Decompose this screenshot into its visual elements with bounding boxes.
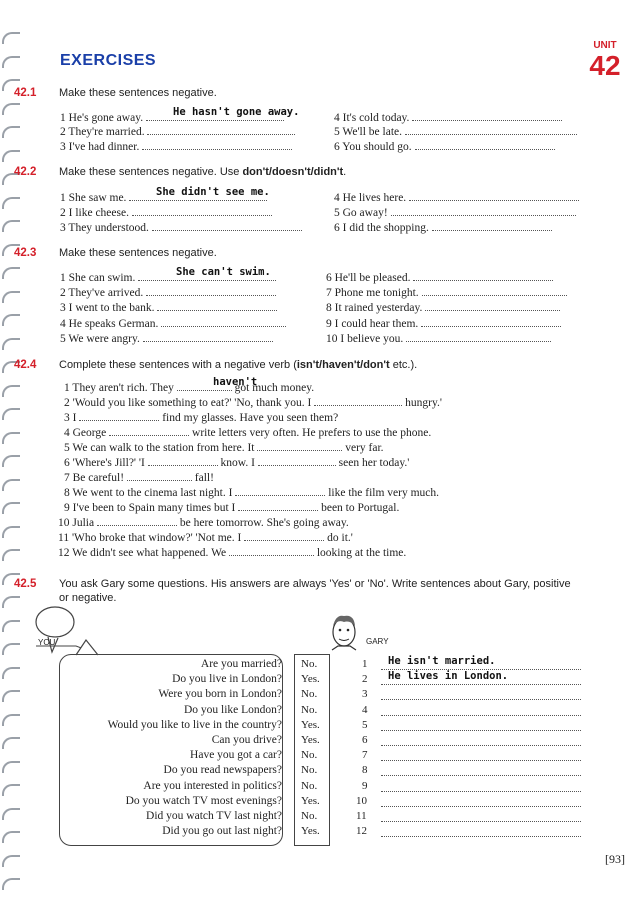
exercise-item — [326, 285, 567, 300]
spiral-ring — [2, 150, 20, 162]
sentence-text: We didn't see what happened. We — [72, 547, 229, 559]
answer-blank[interactable] — [412, 110, 562, 121]
answer-blank[interactable] — [235, 485, 325, 496]
spiral-ring — [2, 197, 20, 209]
handwritten-answer: haven't — [213, 376, 258, 388]
exercise-item — [60, 220, 302, 235]
answer-blank[interactable] — [381, 699, 581, 700]
sentence-text: I believe you. — [340, 333, 404, 345]
question-text: Are you married? — [200, 658, 282, 670]
item-number: 6 — [64, 457, 70, 469]
exercise-instruction-cont: or negative. — [59, 592, 117, 604]
item-number: 1 — [64, 382, 70, 394]
sentence-line — [58, 515, 349, 530]
item-number: 12 — [58, 547, 70, 559]
answer-blank[interactable] — [314, 395, 402, 406]
answer-blank[interactable] — [152, 220, 302, 231]
sentence-line — [64, 380, 314, 395]
handwritten-answer: She didn't see me. — [156, 186, 270, 198]
sentence-text: I could hear them. — [334, 318, 419, 330]
sentence-text: write letters very often. He prefers to use the phone. — [192, 427, 432, 439]
exercise-item — [60, 124, 295, 139]
exercise-item — [334, 205, 576, 220]
item-number: 6 — [334, 141, 340, 153]
exercise-instruction: Make these sentences negative. — [59, 247, 217, 259]
item-number: 4 — [362, 703, 368, 716]
exercise-item — [60, 331, 273, 346]
answer-blank[interactable] — [421, 316, 561, 327]
yes-no-answer: No. — [301, 810, 318, 822]
item-number: 11 — [58, 532, 70, 544]
sentence-line — [58, 545, 406, 560]
yes-no-answer: No. — [301, 749, 318, 762]
item-number: 10 — [58, 517, 70, 529]
answer-blank[interactable] — [132, 205, 272, 216]
spiral-ring — [2, 291, 20, 303]
handwritten-answer: He isn't married. — [388, 655, 496, 667]
question-text: Do you live in London? — [172, 673, 282, 686]
page-title: EXERCISES — [60, 52, 157, 69]
item-number: 3 — [60, 302, 66, 314]
sentence-text: fall! — [194, 472, 214, 484]
sentence-line — [64, 485, 439, 500]
yes-no-answer: Yes. — [301, 718, 320, 731]
gary-face-icon — [326, 610, 362, 656]
sentence-line — [64, 470, 214, 485]
sentence-text: We'll be late. — [342, 126, 402, 138]
sentence-line — [58, 530, 353, 545]
item-number: 7 — [326, 287, 332, 299]
item-number: 8 — [362, 764, 368, 777]
answer-blank[interactable] — [409, 190, 579, 201]
spiral-ring — [2, 432, 20, 444]
exercise-number: 42.1 — [14, 87, 37, 99]
exercise-item — [334, 190, 579, 205]
exercise-item — [326, 316, 561, 331]
spiral-ring — [2, 808, 20, 820]
answer-blank[interactable] — [432, 220, 552, 231]
spiral-ring — [2, 761, 20, 773]
sentence-text: I like cheese. — [68, 207, 129, 219]
sentence-text: I went to the bank. — [68, 302, 155, 314]
handwritten-answer: He lives in London. — [388, 670, 509, 683]
answer-blank[interactable] — [147, 124, 295, 135]
question-text: Have you got a car? — [190, 749, 282, 762]
spiral-ring — [2, 690, 20, 702]
item-number: 10 — [356, 794, 367, 807]
sentence-text: very far. — [345, 442, 384, 454]
sentence-line — [64, 440, 384, 455]
spiral-ring — [2, 620, 20, 632]
answer-blank[interactable] — [97, 515, 177, 526]
spiral-ring — [2, 643, 20, 655]
question-text: Do you watch TV most evenings? — [125, 794, 282, 807]
exercise-number: 42.2 — [14, 166, 37, 178]
yes-no-answer: Yes. — [301, 734, 320, 746]
sentence-text: I did the shopping. — [342, 222, 429, 234]
answer-blank[interactable] — [381, 836, 581, 837]
item-number: 3 — [60, 141, 66, 153]
spiral-ring — [2, 126, 20, 138]
sentence-text: They've arrived. — [68, 287, 144, 299]
spiral-ring — [2, 878, 20, 890]
sentence-text: It rained yesterday. — [334, 302, 423, 314]
item-number: 5 — [362, 718, 368, 731]
item-number: 11 — [356, 810, 367, 822]
answer-blank[interactable] — [257, 440, 342, 451]
sentence-text: He speaks German. — [68, 318, 159, 330]
sentence-text: Phone me tonight. — [334, 287, 419, 299]
sentence-text: got much money. — [234, 382, 315, 394]
item-number: 5 — [64, 442, 70, 454]
item-number: 5 — [334, 126, 340, 138]
item-number: 4 — [60, 318, 66, 330]
spiral-ring — [2, 714, 20, 726]
answer-blank[interactable] — [422, 285, 567, 296]
yes-no-answer: No. — [301, 703, 318, 716]
sentence-text: 'Would you like something to eat?' 'No, thank you. I — [72, 397, 315, 409]
item-number: 8 — [326, 302, 332, 314]
spiral-ring — [2, 549, 20, 561]
sentence-text: I've had dinner. — [68, 141, 140, 153]
yes-no-answer: No. — [301, 779, 318, 792]
sentence-text: We were angry. — [68, 333, 140, 345]
answer-blank[interactable] — [381, 775, 581, 776]
exercise-item — [326, 270, 553, 285]
sentence-text: Julia — [72, 517, 97, 529]
item-number: 2 — [60, 126, 66, 138]
answer-blank[interactable] — [381, 730, 581, 731]
answer-blank[interactable] — [229, 545, 314, 556]
item-number: 7 — [64, 472, 70, 484]
exercise-instruction: Make these sentences negative. Use don't/doesn't/didn't. — [59, 166, 347, 178]
spiral-ring — [2, 32, 20, 44]
sentence-line — [64, 410, 338, 425]
sentence-text: like the film very much. — [328, 487, 440, 499]
sentence-text: He lives here. — [342, 192, 407, 204]
answer-blank[interactable] — [244, 530, 324, 541]
item-number: 5 — [60, 333, 66, 345]
answer-blank[interactable] — [161, 316, 286, 327]
exercise-number: 42.3 — [14, 247, 37, 259]
item-number: 6 — [362, 734, 368, 746]
answer-blank[interactable] — [381, 806, 581, 807]
spiral-ring — [2, 385, 20, 397]
spiral-ring — [2, 56, 20, 68]
answer-blank[interactable] — [381, 821, 581, 822]
item-number: 4 — [334, 192, 340, 204]
unit-number: 42 — [589, 50, 621, 81]
spiral-ring — [2, 526, 20, 538]
item-number: 2 — [64, 397, 70, 409]
item-number: 8 — [64, 487, 70, 499]
spiral-ring — [2, 103, 20, 115]
answer-blank[interactable] — [157, 300, 277, 311]
page-number: [93] — [605, 852, 625, 866]
sentence-text: hungry.' — [405, 397, 442, 409]
sentence-text: looking at the time. — [316, 547, 407, 559]
question-text: Are you interested in politics? — [143, 779, 282, 792]
sentence-text: Go away! — [342, 207, 388, 219]
item-number: 1 — [60, 192, 66, 204]
you-label: YOU — [38, 638, 56, 647]
item-number: 9 — [326, 318, 332, 330]
item-number: 3 — [362, 688, 368, 701]
sentence-text: do it.' — [327, 532, 353, 544]
sentence-text: find my glasses. Have you seen them? — [162, 412, 339, 424]
yes-no-answer: Yes. — [301, 673, 320, 686]
answer-blank[interactable] — [258, 455, 336, 466]
answer-blank[interactable] — [425, 300, 560, 311]
sentence-line — [64, 455, 409, 470]
sentence-line — [64, 425, 431, 440]
answer-blank[interactable] — [413, 270, 553, 281]
spiral-ring — [2, 831, 20, 843]
exercise-item — [334, 124, 577, 139]
exercise-item — [326, 331, 551, 346]
question-text: Do you read newspapers? — [163, 764, 282, 777]
sentence-text: 'Who broke that window?' 'Not me. I — [71, 532, 245, 544]
yes-no-answer: Yes. — [301, 825, 320, 838]
item-number: 12 — [356, 825, 367, 838]
item-number: 1 — [60, 112, 66, 124]
sentence-text: I — [72, 412, 80, 424]
spiral-ring — [2, 479, 20, 491]
exercise-item — [334, 139, 555, 154]
item-number: 4 — [64, 427, 70, 439]
question-text: Did you watch TV last night? — [146, 810, 282, 822]
sentence-text: Be careful! — [72, 472, 127, 484]
exercise-item — [60, 139, 292, 154]
item-number: 3 — [60, 222, 66, 234]
sentence-text: We went to the cinema last night. I — [72, 487, 236, 499]
spiral-ring — [2, 455, 20, 467]
spiral-ring — [2, 267, 20, 279]
question-text: Can you drive? — [211, 734, 282, 746]
answer-blank[interactable] — [381, 684, 581, 685]
sentence-text: seen her today.' — [338, 457, 410, 469]
question-text: Did you go out last night? — [162, 825, 282, 838]
sentence-text: I've been to Spain many times but I — [72, 502, 239, 514]
sentence-line — [64, 395, 442, 410]
answer-blank[interactable] — [381, 745, 581, 746]
question-text: Were you born in London? — [158, 688, 282, 701]
exercise-instruction: Complete these sentences with a negative verb (isn't/haven't/don't etc.). — [59, 359, 418, 371]
item-number: 9 — [362, 779, 368, 792]
answer-blank[interactable] — [79, 410, 159, 421]
sentence-line — [64, 500, 399, 515]
spiral-ring — [2, 784, 20, 796]
spiral-ring — [2, 502, 20, 514]
sentence-text: They understood. — [68, 222, 149, 234]
item-number: 2 — [60, 287, 66, 299]
question-text: Would you like to live in the country? — [107, 718, 282, 731]
item-number: 4 — [334, 112, 340, 124]
sentence-text: know. I — [220, 457, 258, 469]
exercise-item — [326, 300, 560, 315]
item-number: 5 — [334, 207, 340, 219]
exercise-item — [334, 220, 552, 235]
item-number: 6 — [326, 272, 332, 284]
exercise-item — [60, 285, 276, 300]
item-number: 6 — [334, 222, 340, 234]
answer-blank[interactable] — [415, 139, 555, 150]
sentence-text: been to Portugal. — [321, 502, 400, 514]
answer-blank[interactable] — [391, 205, 576, 216]
unit-label: UNIT — [593, 40, 617, 51]
item-number: 3 — [64, 412, 70, 424]
item-number: 2 — [60, 207, 66, 219]
spiral-ring — [2, 855, 20, 867]
item-number: 9 — [64, 502, 70, 514]
answer-blank[interactable] — [109, 425, 189, 436]
sentence-text: They're married. — [68, 126, 145, 138]
spiral-ring — [2, 220, 20, 232]
answer-blank[interactable] — [381, 791, 581, 792]
exercise-number: 42.5 — [14, 578, 37, 590]
sentence-text: You should go. — [342, 141, 412, 153]
sentence-text: They aren't rich. They — [72, 382, 177, 394]
sentence-text: 'Where's Jill?' 'I — [72, 457, 148, 469]
answer-blank[interactable] — [381, 715, 581, 716]
sentence-text: It's cold today. — [342, 112, 410, 124]
question-text: Do you like London? — [183, 703, 282, 716]
sentence-text: be here tomorrow. She's going away. — [179, 517, 349, 529]
answer-blank[interactable] — [405, 124, 577, 135]
spiral-ring — [2, 667, 20, 679]
exercise-number: 42.4 — [14, 359, 37, 371]
sentence-text: She can swim. — [68, 272, 136, 284]
answer-blank[interactable] — [142, 139, 292, 150]
spiral-ring — [2, 408, 20, 420]
exercise-instruction: You ask Gary some questions. His answers are always 'Yes' or 'No'. Write sentences about Gary, positive — [59, 578, 571, 590]
answer-blank[interactable] — [381, 760, 581, 761]
sentence-text: We can walk to the station from here. It — [72, 442, 258, 454]
answer-blank[interactable] — [146, 285, 276, 296]
exercise-instruction: Make these sentences negative. — [59, 87, 217, 99]
sentence-text: George — [72, 427, 110, 439]
item-number: 1 — [60, 272, 66, 284]
answer-blank[interactable] — [238, 500, 318, 511]
spiral-ring — [2, 338, 20, 350]
gary-label: GARY — [366, 637, 389, 646]
spiral-ring — [2, 737, 20, 749]
answer-blank[interactable] — [127, 470, 192, 481]
item-number: 1 — [362, 658, 368, 670]
yes-no-answer: Yes. — [301, 794, 320, 807]
exercise-item — [60, 205, 272, 220]
yes-no-answer: No. — [301, 688, 318, 701]
spiral-ring — [2, 596, 20, 608]
spiral-ring — [2, 314, 20, 326]
handwritten-answer: She can't swim. — [176, 266, 271, 278]
item-number: 2 — [362, 673, 368, 686]
exercise-item — [60, 300, 277, 315]
handwritten-answer: He hasn't gone away. — [173, 106, 300, 118]
sentence-text: She saw me. — [68, 192, 127, 204]
exercise-item — [334, 110, 562, 125]
answer-blank[interactable] — [148, 455, 218, 466]
answer-blank[interactable] — [406, 331, 551, 342]
item-number: 10 — [326, 333, 338, 345]
sentence-text: He's gone away. — [68, 112, 144, 124]
yes-no-answer: No. — [301, 764, 318, 777]
exercise-item — [60, 316, 286, 331]
answer-blank[interactable] — [143, 331, 273, 342]
sentence-text: He'll be pleased. — [334, 272, 411, 284]
item-number: 7 — [362, 749, 368, 762]
yes-no-answer: No. — [301, 658, 318, 670]
